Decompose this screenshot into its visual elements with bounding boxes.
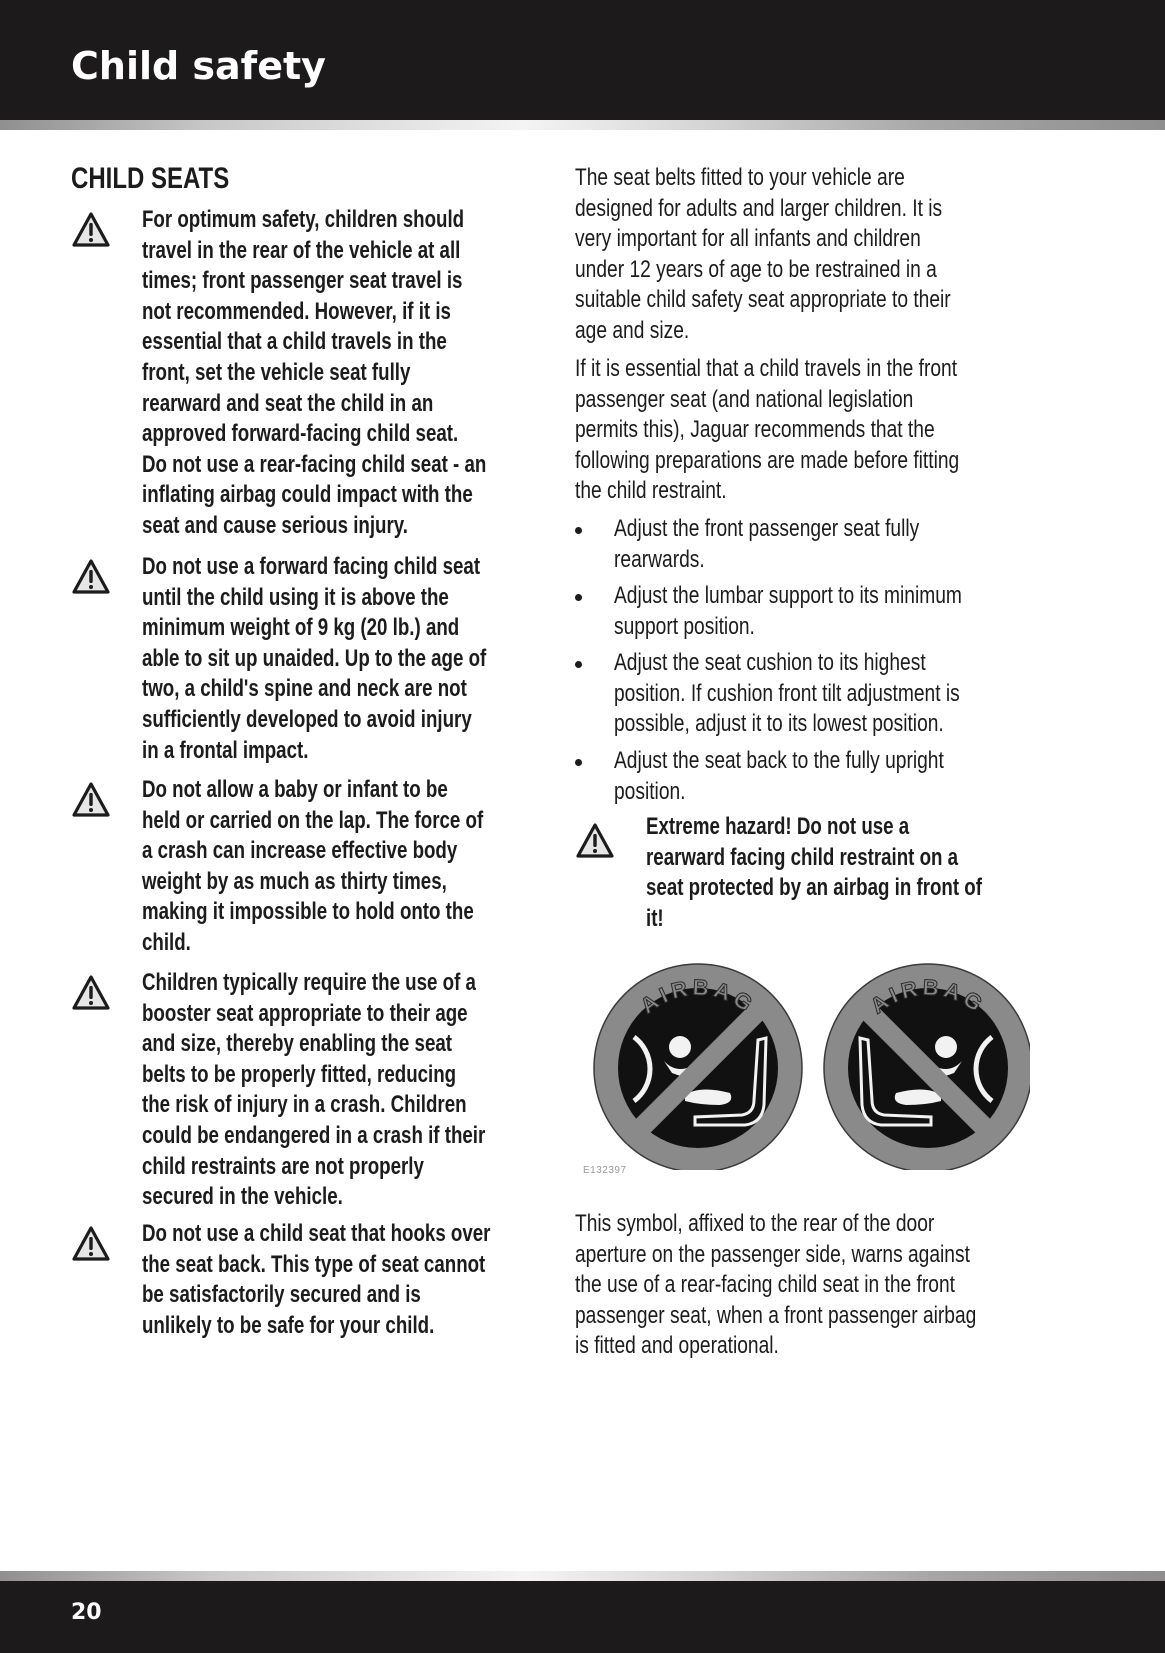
warning-triangle-icon (71, 211, 111, 249)
footer-band (0, 1581, 1165, 1653)
no-rear-facing-child-seat-left-icon (594, 964, 802, 1170)
page-number: 20 (71, 1600, 102, 1625)
warning-text: Do not use a forward facing child seat until the child using it is above the minimum weight of 9 kg (20 lb.) and able to sit up unaided. Up to the age of two, a child's spine and neck are not sufficiently developed to avoid injury in a frontal impact. (142, 553, 487, 764)
warning-text: Children typically require the use of a booster seat appropriate to their age and size, thereby enabling the seat belts to be properly fitted, reducing the risk of injury in a crash. Children could be endangered in a crash if their child restraints are not properly secured in the vehicle. (142, 969, 486, 1211)
warning-text: For optimum safety, children should travel in the rear of the vehicle at all times; front passenger seat travel is not recommended. However, if it is essential that a child travels in the front, set the vehicle seat fully rearward and seat the child in an approved forward-facing child seat. Do not use a rear-facing child seat - an inflating airbag could impact with the seat and cause serious injury. (142, 206, 487, 539)
svg-text:AIRBAG: AIRBAG (865, 974, 991, 1019)
page-title: Child safety (71, 44, 326, 88)
section-heading: CHILD SEATS (71, 162, 230, 195)
warning-text: Do not use a child seat that hooks over the seat back. This type of seat cannot be satisfactorily secured and is unlikely to be safe for your child. (142, 1220, 491, 1339)
front-seat-paragraph: If it is essential that a child travels in the front passenger seat (and national legislation permits this), Jaguar recommends that the following preparations are made before fitting the child restraint. (575, 355, 960, 505)
figure-label: E132397 (583, 1165, 627, 1176)
warning-triangle-icon (71, 1225, 111, 1263)
warning-text: Do not allow a baby or infant to be held or carried on the lap. The force of a crash can increase effective body weight by as much as thirty times, making it impossible to hold onto the child. (142, 776, 484, 956)
airbag-symbols-illustration (580, 955, 1030, 1170)
warning-triangle-icon (71, 781, 111, 819)
svg-text:AIRBAG: AIRBAG (635, 974, 761, 1019)
warning-triangle-icon (71, 558, 111, 596)
footer-divider-strip (0, 1571, 1165, 1581)
bullet-icon (575, 594, 582, 601)
bullet-icon (575, 661, 582, 668)
no-rear-facing-child-seat-right-icon (824, 964, 1030, 1170)
bullet-icon (575, 759, 582, 766)
hazard-warning-text: Extreme hazard! Do not use a rearward facing child restraint on a seat protected by an airbag in front of it! (646, 813, 982, 932)
closing-paragraph: This symbol, affixed to the rear of the door aperture on the passenger side, warns against the use of a rear-facing child seat in the front passenger seat, when a front passenger airbag is fitted and operational. (575, 1210, 977, 1360)
header-band (0, 0, 1165, 120)
header-divider-strip (0, 120, 1165, 130)
bullet-icon (575, 527, 582, 534)
intro-paragraph: The seat belts fitted to your vehicle are designed for adults and larger children. It is very important for all infants and children under 12 years of age to be restrained in a suitable child safety seat appropriate to their age and size. (575, 164, 951, 344)
warning-triangle-icon (575, 822, 615, 860)
airbag-warning-figure (580, 955, 1030, 1185)
warning-triangle-icon (71, 974, 111, 1012)
